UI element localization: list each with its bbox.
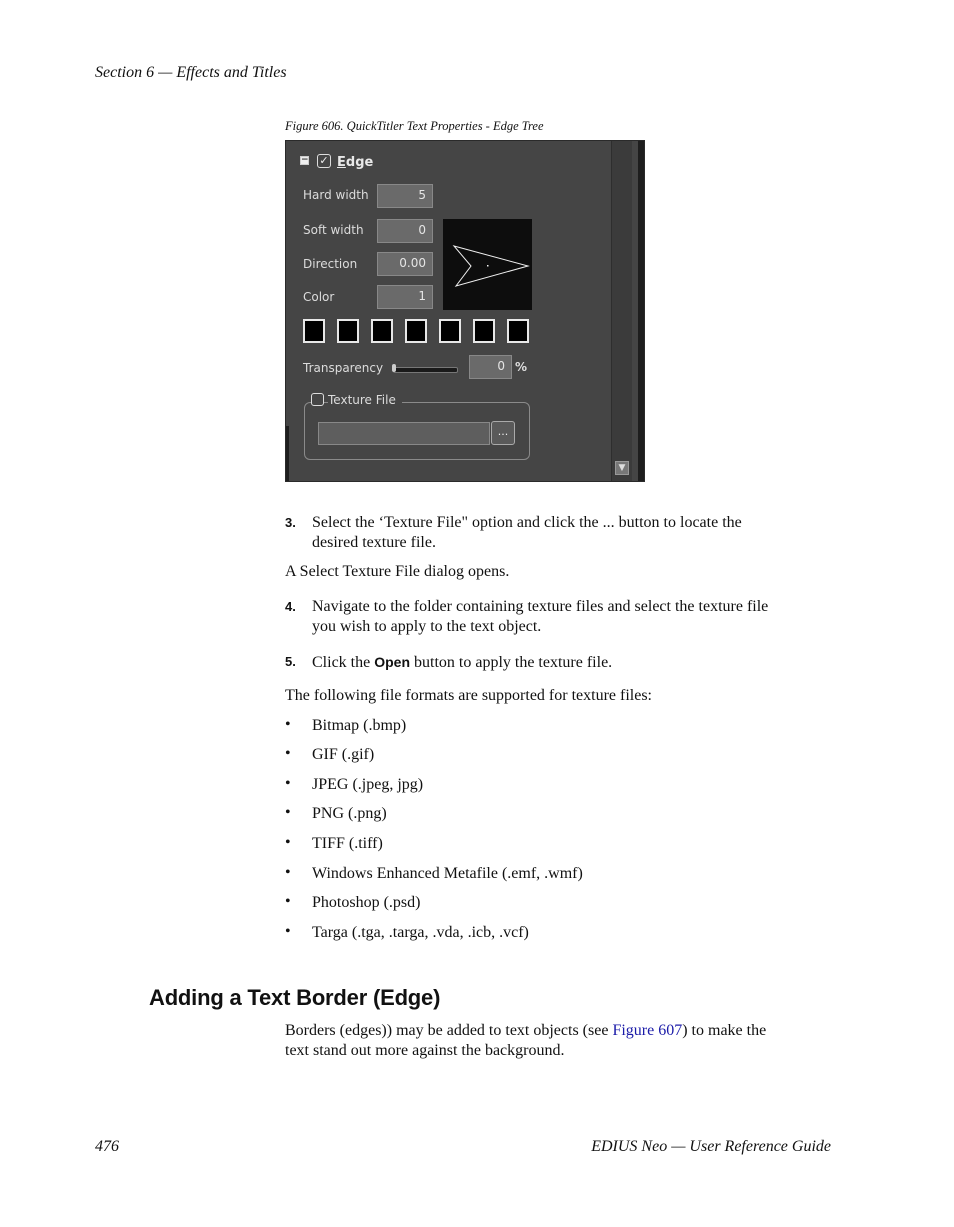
bullet-icon: • xyxy=(285,716,291,733)
bullet-icon: • xyxy=(285,745,291,762)
color-swatch[interactable] xyxy=(473,319,495,343)
hard-width-field[interactable]: 5 xyxy=(377,184,433,208)
step-text: Navigate to the folder containing texture files and select the texture file xyxy=(312,598,769,615)
color-swatch[interactable] xyxy=(371,319,393,343)
paragraph: The following file formats are supported for texture files: xyxy=(285,687,652,704)
paragraph-text: ) to make the xyxy=(682,1022,767,1039)
bullet-icon: • xyxy=(285,923,291,940)
percent-label: % xyxy=(515,360,528,374)
transparency-field[interactable]: 0 xyxy=(469,355,512,379)
section-paragraph-line2: text stand out more against the background. xyxy=(285,1042,565,1059)
color-field[interactable]: 1 xyxy=(377,285,433,309)
transparency-label: Transparency xyxy=(303,361,384,375)
panel-scrollbar[interactable] xyxy=(611,141,632,481)
panel-border xyxy=(638,141,644,481)
transparency-slider[interactable] xyxy=(393,367,458,373)
bullet-icon: • xyxy=(285,804,291,821)
open-button-name: Open xyxy=(374,654,410,670)
list-item: JPEG (.jpeg, jpg) xyxy=(312,776,424,793)
guide-title: EDIUS Neo — User Reference Guide xyxy=(591,1138,831,1155)
step-text xyxy=(312,652,612,673)
soft-width-label: Soft width xyxy=(303,223,364,237)
color-swatch[interactable] xyxy=(303,319,325,343)
list-item: PNG (.png) xyxy=(312,805,387,822)
color-swatch[interactable] xyxy=(337,319,359,343)
collapse-icon[interactable]: − xyxy=(301,155,309,165)
section-paragraph xyxy=(285,1021,766,1041)
color-swatch[interactable] xyxy=(439,319,461,343)
list-item: Targa (.tga, .targa, .vda, .icb, .vcf) xyxy=(312,924,529,941)
step-text-post: button to apply the texture file. xyxy=(410,654,613,671)
panel-edge xyxy=(286,426,289,481)
list-item: Bitmap (.bmp) xyxy=(312,717,407,734)
section-heading: Adding a Text Border (Edge) xyxy=(149,985,441,1010)
list-item: GIF (.gif) xyxy=(312,746,375,763)
step-text: you wish to apply to the text object. xyxy=(312,618,542,635)
direction-label: Direction xyxy=(303,257,358,271)
running-header: Section 6 — Effects and Titles xyxy=(95,64,287,81)
paragraph-text: Borders (edges)) may be added to text objects (see xyxy=(285,1022,613,1039)
edge-checkbox[interactable]: ✓ xyxy=(317,154,331,168)
step-text-pre: Click the xyxy=(312,654,375,671)
bullet-icon: • xyxy=(285,864,291,881)
transparency-slider-knob[interactable] xyxy=(392,364,396,372)
list-item: Windows Enhanced Metafile (.emf, .wmf) xyxy=(312,865,583,882)
texture-file-checkbox[interactable] xyxy=(311,393,324,406)
color-swatch[interactable] xyxy=(507,319,529,343)
browse-button[interactable]: ... xyxy=(491,421,515,445)
step-number: 5. xyxy=(285,654,296,669)
direction-field[interactable]: 0.00 xyxy=(377,252,433,276)
scroll-down-icon[interactable]: ▼ xyxy=(615,461,629,475)
bullet-icon: • xyxy=(285,775,291,792)
step-text: desired texture file. xyxy=(312,534,436,551)
figure-caption: Figure 606. QuickTitler Text Properties - Edge Tree xyxy=(285,119,544,133)
color-label: Color xyxy=(303,290,335,304)
texture-file-path-input[interactable] xyxy=(318,422,490,445)
figure-607-link[interactable]: Figure 607 xyxy=(612,1022,683,1039)
step-number: 3. xyxy=(285,515,296,530)
soft-width-field[interactable]: 0 xyxy=(377,219,433,243)
direction-preview[interactable] xyxy=(443,219,532,310)
list-item: Photoshop (.psd) xyxy=(312,894,421,911)
edge-title-accel: E xyxy=(337,155,346,170)
list-item: TIFF (.tiff) xyxy=(312,835,383,852)
hard-width-label: Hard width xyxy=(303,188,369,202)
step-text: Select the ‘Texture File" option and click the ... button to locate the xyxy=(312,514,742,531)
page-number: 476 xyxy=(95,1138,119,1155)
bullet-icon: • xyxy=(285,893,291,910)
texture-file-label: Texture File xyxy=(328,393,402,407)
edge-title-rest: dge xyxy=(345,155,374,170)
direction-arrow-icon xyxy=(443,219,532,310)
color-swatch[interactable] xyxy=(405,319,427,343)
edge-tree-title xyxy=(337,155,373,170)
step-number: 4. xyxy=(285,599,296,614)
paragraph: A Select Texture File dialog opens. xyxy=(285,563,510,580)
bullet-icon: • xyxy=(285,834,291,851)
edge-properties-panel xyxy=(285,140,645,482)
